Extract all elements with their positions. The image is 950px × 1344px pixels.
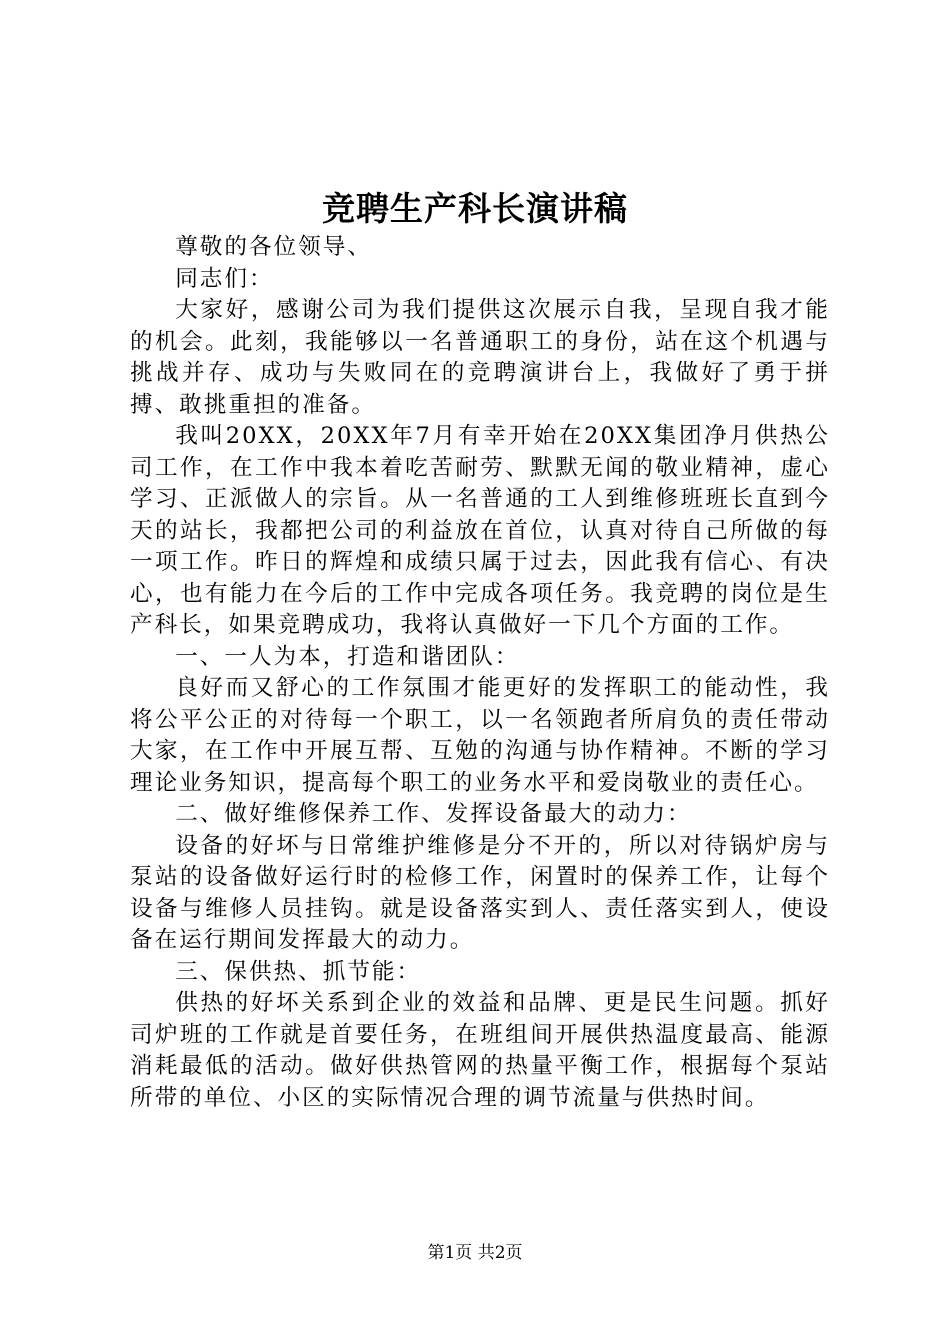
body-paragraph: 我叫20XX，20XX年7月有幸开始在20XX集团净月供热公司工作，在工作中我本着吃苦耐劳、默默无闻的敬业精神，虚心学习、正派做人的宗旨。从一名普通的工人到维修班班长直到今天的站长，我都把公司的利益放在首位，认真对待自己所做的每一项工作。昨日的辉煌和成绩只属于过去，因此我有信心、有决心，也有能力在今后的工作中完成各项任务。我竞聘的岗位是生产科长，如果竞聘成功，我将认真做好一下几个方面的工作。 xyxy=(130,423,830,638)
body-paragraph: 供热的好坏关系到企业的效益和品牌、更是民生问题。抓好司炉班的工作就是首要任务，在班组间开展供热温度最高、能源消耗最低的活动。做好供热管网的热量平衡工作，根据每个泵站所带的单位、小区的实际情况合理的调节流量与供热时间。 xyxy=(130,990,830,1111)
salutation-line-1: 尊敬的各位领导、 xyxy=(175,234,372,260)
body-paragraph: 良好而又舒心的工作氛围才能更好的发挥职工的能动性，我将公平公正的对待每一个职工，以一名领跑者所肩负的责任带动大家，在工作中开展互帮、互勉的沟通与协作精神。不断的学习理论业务知识，提高每个职工的业务水平和爱岗敬业的责任心。 xyxy=(130,675,830,796)
section-heading: 一、一人为本，打造和谐团队： xyxy=(175,643,520,670)
body-paragraph: 设备的好坏与日常维护维修是分不开的，所以对待锅炉房与泵站的设备做好运行时的检修工作，闲置时的保养工作，让每个设备与维修人员挂钩。就是设备落实到人、责任落实到人，使设备在运行期间发挥最大的动力。 xyxy=(130,832,830,953)
page-number: 第1页 xyxy=(427,1243,473,1263)
document-body xyxy=(130,232,830,1114)
page-total: 共2页 xyxy=(477,1243,523,1263)
document-title: 竞聘生产科长演讲稿 xyxy=(322,189,628,228)
salutation-line-2: 同志们： xyxy=(175,265,274,292)
section-heading: 二、做好维修保养工作、发挥设备最大的动力： xyxy=(175,801,692,827)
section-heading: 三、保供热、抓节能： xyxy=(175,958,422,985)
body-paragraph: 大家好，感谢公司为我们提供这次展示自我，呈现自我才能的机会。此刻，我能够以一名普通职工的身份，站在这个机遇与挑战并存、成功与失败同在的竞聘演讲台上，我做好了勇于拼搏、敢挑重担的准备。 xyxy=(130,297,830,418)
page-footer xyxy=(0,1241,950,1265)
